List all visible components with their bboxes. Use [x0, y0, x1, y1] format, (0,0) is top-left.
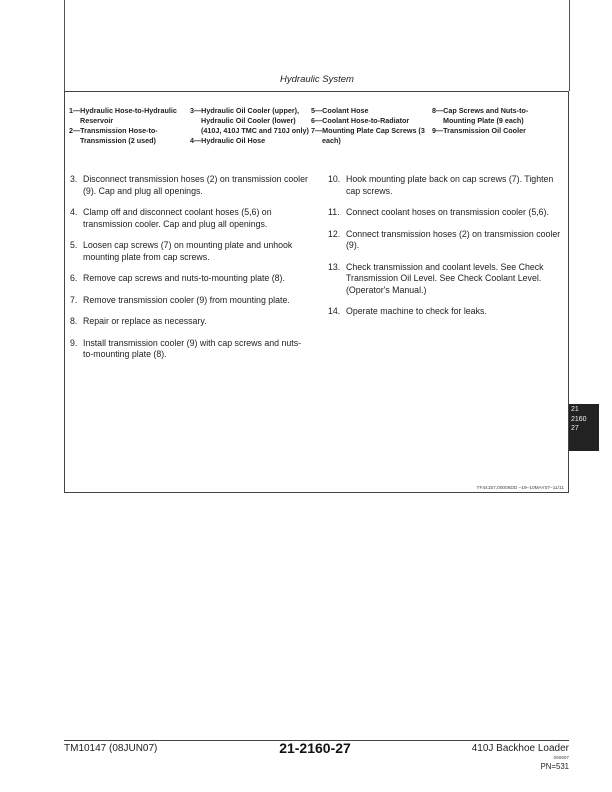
- footer-page-id: 21-2160-27: [279, 740, 351, 756]
- legend-item: 9—Transmission Oil Cooler: [432, 126, 526, 135]
- tab-line-group: 21: [571, 406, 579, 413]
- step-text: Repair or replace as necessary.: [83, 316, 207, 326]
- step-number: 3.: [70, 174, 78, 184]
- step-text: Clamp off and disconnect coolant hoses (5,6) on transmission cooler. Cap and plug all openings.: [83, 207, 272, 229]
- legend-item: 5—Coolant Hose: [311, 106, 369, 115]
- step-number: 14.: [328, 306, 341, 316]
- step-text: Connect coolant hoses on transmission cooler (5,6).: [346, 207, 549, 217]
- section-title: Hydraulic System: [280, 74, 354, 85]
- step-text: Install transmission cooler (9) with cap screws and nuts-to-mounting plate (8).: [83, 337, 302, 359]
- step-text: Remove transmission cooler (9) from mounting plate.: [83, 294, 290, 305]
- step-number: 11.: [328, 207, 340, 217]
- step-number: 10.: [328, 174, 341, 184]
- legend-column-2: [190, 106, 311, 146]
- procedure-step: [70, 207, 310, 230]
- procedure-step: [70, 316, 310, 328]
- footer-manual-id: TM10147 (08JUN07): [64, 743, 158, 754]
- section-thumb-tab: [569, 404, 599, 451]
- step-text: Check transmission and coolant levels. See Check Transmission Oil Level. See Check Coolant Level. (Operator's Manual.): [346, 261, 544, 295]
- step-text: Loosen cap screws (7) on mounting plate and unhook mounting plate from cap screws.: [83, 240, 293, 262]
- step-text: Connect transmission hoses (2) on transmission cooler (9).: [346, 228, 561, 250]
- step-number: 7.: [70, 294, 78, 305]
- tab-line-page: 27: [571, 425, 579, 432]
- procedure-step: [328, 229, 564, 252]
- legend-column-3: [311, 106, 432, 146]
- procedure-step: [328, 262, 564, 297]
- step-number: 12.: [328, 228, 341, 239]
- legend-item: 4—Hydraulic Oil Hose: [190, 136, 266, 145]
- legend-item: 2—Transmission Hose-to-Transmission (2 used): [69, 126, 158, 145]
- procedure-step: [70, 174, 310, 197]
- document-reference: TF44157,00006DD –19–10MAY07–11/11: [476, 486, 564, 491]
- procedure-step: [70, 338, 310, 361]
- callout-legend: [69, 106, 559, 146]
- step-number: 8.: [70, 316, 78, 326]
- step-number: 6.: [70, 273, 78, 283]
- step-text: Disconnect transmission hoses (2) on transmission cooler (9). Cap and plug all openings.: [83, 174, 308, 196]
- step-number: 5.: [70, 240, 78, 250]
- procedure-step: [328, 306, 564, 318]
- legend-item: 1—Hydraulic Hose-to-Hydraulic Reservoir: [69, 106, 177, 125]
- legend-item: 8—Cap Screws and Nuts-to-Mounting Plate (9 each): [432, 106, 529, 125]
- legend-column-1: [69, 106, 190, 146]
- legend-item: 6—Coolant Hose-to-Radiator: [311, 116, 410, 125]
- legend-item: 7—Mounting Plate Cap Screws (3 each): [311, 126, 425, 145]
- step-number: 4.: [70, 207, 78, 217]
- step-text: Operate machine to check for leaks.: [346, 306, 487, 316]
- procedure-step: [70, 240, 310, 263]
- procedure-steps-left: [70, 174, 310, 371]
- step-text: Hook mounting plate back on cap screws (7). Tighten cap screws.: [346, 174, 554, 196]
- procedure-step: [328, 174, 564, 197]
- step-number: 13.: [328, 261, 341, 272]
- procedure-step: [70, 273, 310, 285]
- footer-date-code: 060607: [553, 755, 569, 760]
- footer-machine-name: 410J Backhoe Loader: [471, 743, 569, 754]
- legend-column-4: [432, 106, 553, 146]
- procedure-steps-right: [328, 174, 564, 328]
- footer-page-number: PN=531: [540, 762, 569, 771]
- procedure-step: [70, 295, 310, 307]
- step-text: Remove cap screws and nuts-to-mounting plate (8).: [83, 273, 285, 283]
- legend-item: 3—Hydraulic Oil Cooler (upper), Hydraulic Oil Cooler (lower) (410J, 410J TMC and 710J only): [190, 106, 309, 135]
- step-number: 9.: [70, 337, 78, 348]
- procedure-step: [328, 207, 564, 219]
- tab-line-section: 2160: [571, 415, 587, 423]
